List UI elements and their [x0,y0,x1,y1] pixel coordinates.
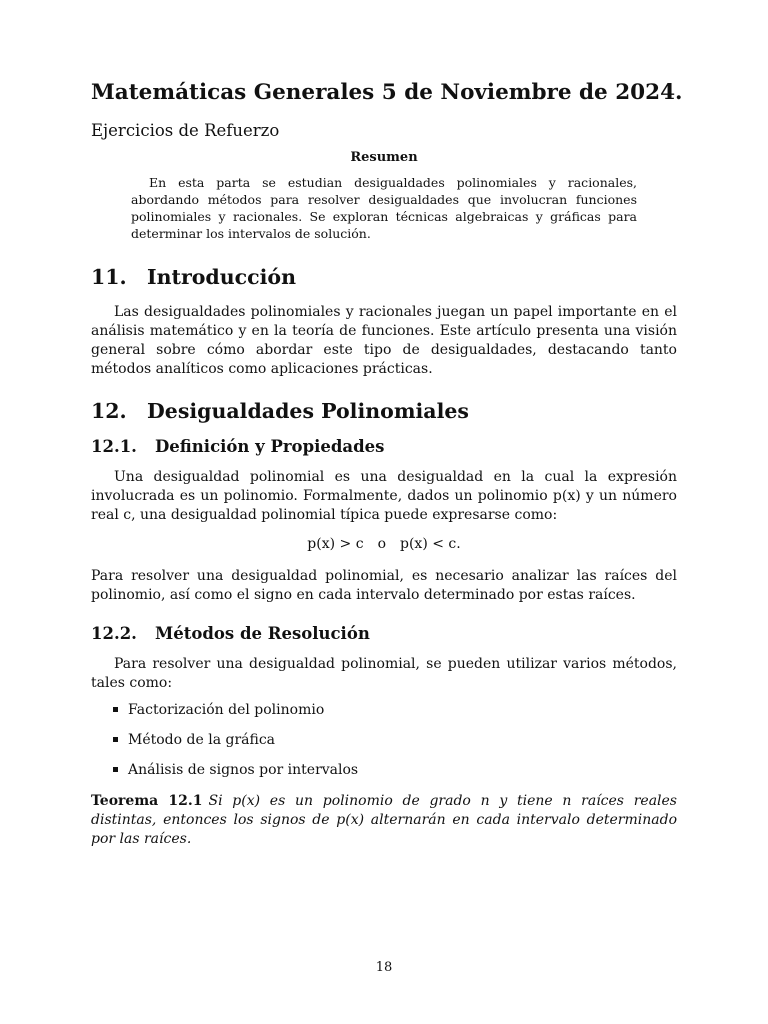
intro-paragraph: Las desigualdades polinomiales y racionales juegan un papel importante en el análisis matemático y en la teoría de funciones. Este artículo presenta una visión general sobre cómo abordar este tipo de desigualdades, destacando tanto métodos analíticos como aplicaciones prácticas. [91,304,677,377]
list-item [113,701,358,731]
subsection-title: Métodos de Resolución [155,624,370,643]
section-number: 12. [91,399,127,423]
abstract-heading: Resumen [350,150,418,165]
theorem-text: Si p(x) es un polinomio de grado n y tiene n raíces reales distintas, entonces los signos de p(x) alternarán en cada intervalo determinado por las raíces. [91,793,677,847]
document-subtitle: Ejercicios de Refuerzo [91,121,280,140]
equation-right: p(x) < c. [400,536,461,552]
subsection-number: 12.1. [91,437,137,456]
methods-paragraph: Para resolver una desigualdad polinomial, se pueden utilizar varios métodos, tales como: [91,656,677,691]
methods-list [113,701,358,791]
abstract-text: En esta parta se estudian desigualdades polinomiales y racionales, abordando métodos para resolver desigualdades que involucran funciones polinomiales y racionales. Se exploran técnicas algebraicas y gráficas para determinar los intervalos de solución. [131,175,637,241]
list-item-text: Factorización del polinomio [128,702,325,718]
list-item-text: Método de la gráfica [128,732,276,748]
section-title: Desigualdades Polinomiales [147,399,469,423]
theorem-label: Teorema 12.1 [91,793,203,809]
section-heading-polynomial [91,399,469,423]
equation-connector: o [377,536,386,552]
subsection-heading-definition [91,437,384,456]
subsection-number: 12.2. [91,624,137,643]
equation-left: p(x) > c [307,536,364,552]
definition-paragraph: Una desigualdad polinomial es una desigualdad en la cual la expresión involucrada es un polinomio. Formalmente, dados un polinomio p(x) y un número real c, una desigualdad polinomial típica puede expresarse como: [91,469,677,523]
bullet-icon [113,737,118,742]
roots-paragraph: Para resolver una desigualdad polinomial, es necesario analizar las raíces del polinomio, así como el signo en cada intervalo determinado por estas raíces. [91,568,677,603]
bullet-icon [113,707,118,712]
subsection-title: Definición y Propiedades [155,437,385,456]
section-title: Introducción [147,265,297,289]
list-item-text: Análisis de signos por intervalos [128,762,359,778]
section-heading-introduction [91,265,296,289]
theorem-block [91,792,677,849]
list-item [113,731,358,761]
page-number: 18 [375,960,393,975]
bullet-icon [113,767,118,772]
section-number: 11. [91,265,127,289]
list-item [113,761,358,791]
document-title: Matemáticas Generales 5 de Noviembre de 2024. [91,80,683,105]
subsection-heading-methods [91,624,370,643]
inequality-equation [0,536,768,552]
